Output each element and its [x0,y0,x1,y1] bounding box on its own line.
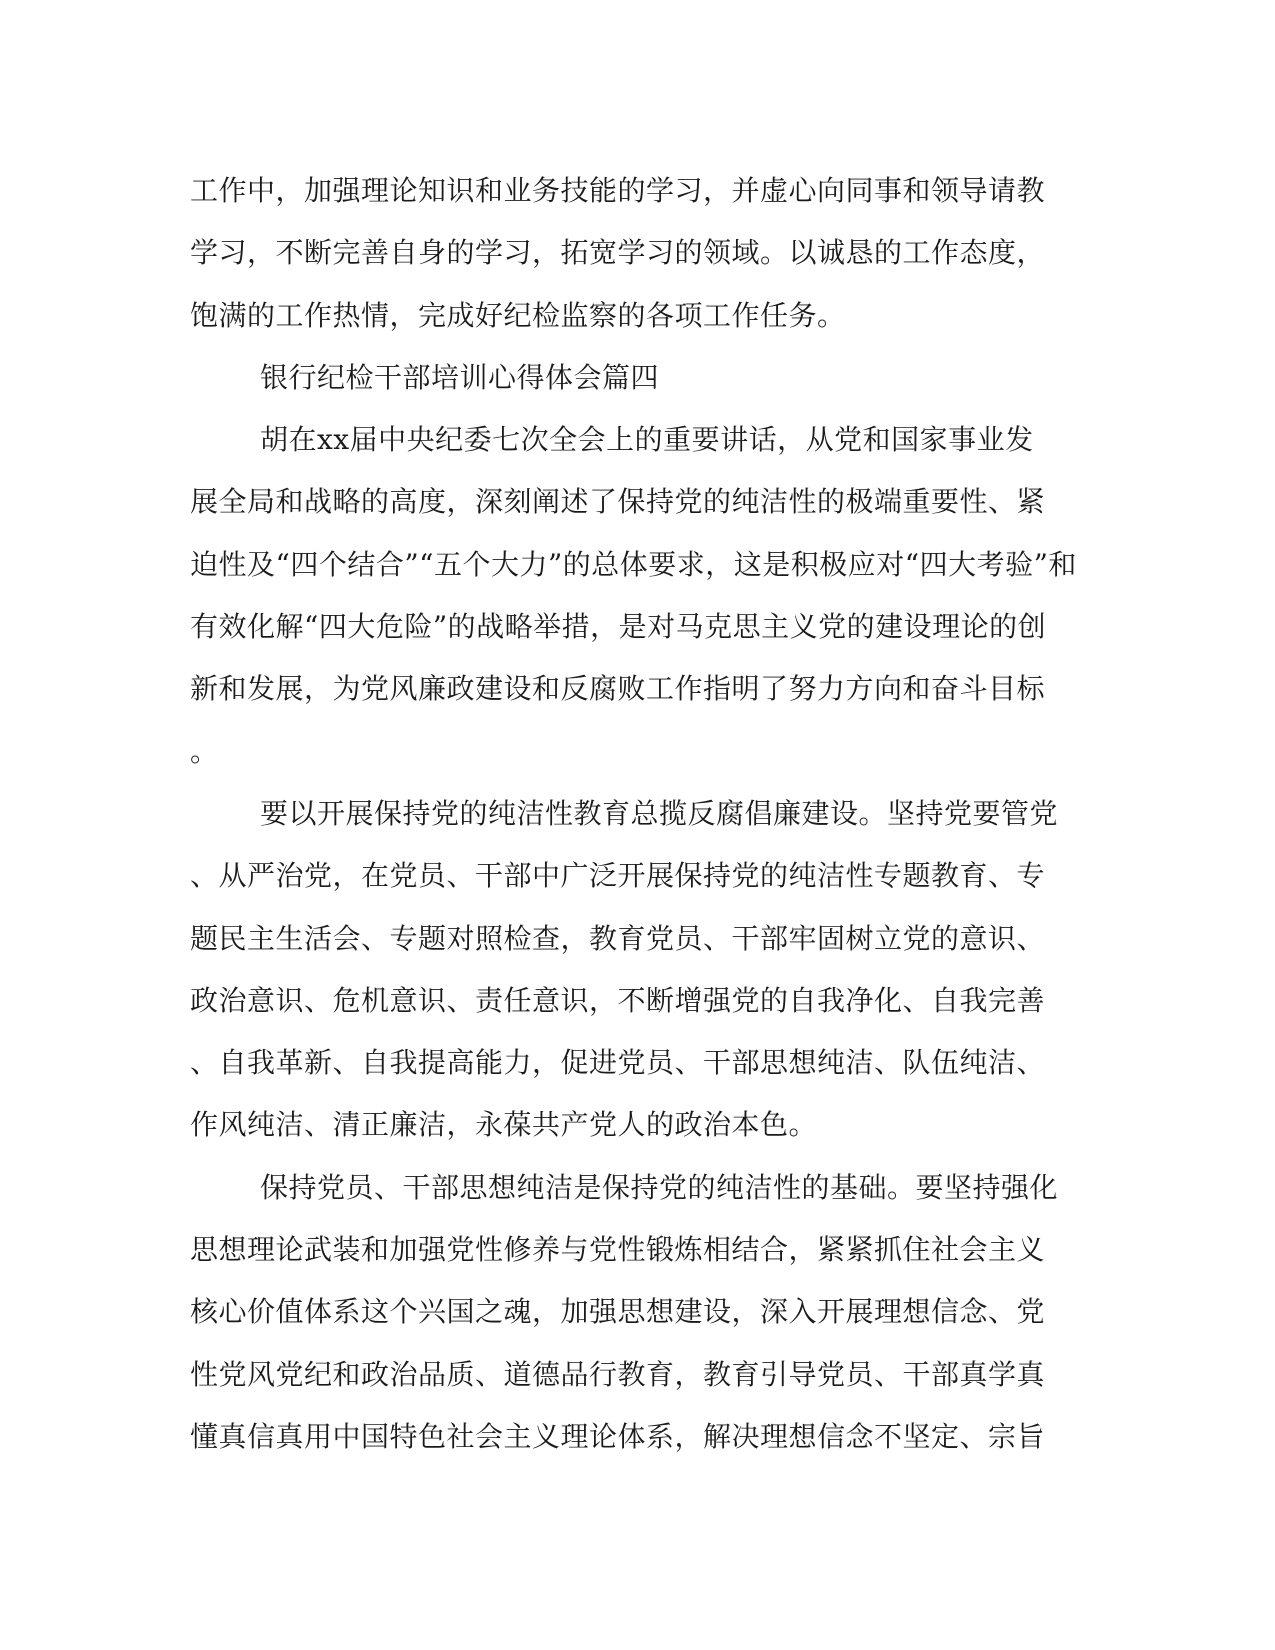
text-line: 作风纯洁、清正廉洁，永葆共产党人的政治本色。 [190,1108,818,1142]
text-line: 学习，不断完善自身的学习，拓宽学习的领域。以诚恳的工作态度， [190,236,1046,270]
text-line: 核心价值体系这个兴国之魂，加强思想建设，深入开展理想信念、党 [190,1295,1046,1329]
text-line: 迫性及“四个结合”“五个大力”的总体要求，这是积极应对“四大考验”和 [190,547,1077,581]
text-line: 饱满的工作热情，完成好纪检监察的各项工作任务。 [190,298,846,332]
text-line: 胡在xx届中央纪委七次全会上的重要讲话，从党和国家事业发 [260,423,1034,457]
text-line: 有效化解“四大危险”的战略举措，是对马克思主义党的建设理论的创 [190,610,1047,644]
text-line: 保持党员、干部思想纯洁是保持党的纯洁性的基础。要坚持强化 [260,1170,1059,1204]
text-line: 展全局和战略的高度，深刻阐述了保持党的纯洁性的极端重要性、紧 [190,485,1046,519]
text-line: 。 [190,734,219,768]
text-line: 要以开展保持党的纯洁性教育总揽反腐倡廉建设。坚持党要管党 [260,796,1059,830]
text-line: 题民主生活会、专题对照检查，教育党员、干部牢固树立党的意识、 [190,921,1046,955]
text-line: 性党风党纪和政治品质、道德品行教育，教育引导党员、干部真学真 [190,1357,1046,1391]
text-line: 工作中，加强理论知识和业务技能的学习，并虚心向同事和领导请教 [190,174,1046,207]
section-heading: 银行纪检干部培训心得体会篇四 [260,360,660,394]
text-line: 、自我革新、自我提高能力，促进党员、干部思想纯洁、队伍纯洁、 [190,1046,1046,1080]
text-line: 懂真信真用中国特色社会主义理论体系，解决理想信念不坚定、宗旨 [190,1419,1046,1453]
document-body [190,160,1090,1468]
text-line: 新和发展，为党风廉政建设和反腐败工作指明了努力方向和奋斗目标 [190,672,1046,706]
text-line: 、从严治党，在党员、干部中广泛开展保持党的纯洁性专题教育、专 [190,859,1046,893]
text-line: 政治意识、危机意识、责任意识，不断增强党的自我净化、自我完善 [190,983,1046,1017]
text-line: 思想理论武装和加强党性修养与党性锻炼相结合，紧紧抓住社会主义 [190,1233,1046,1267]
